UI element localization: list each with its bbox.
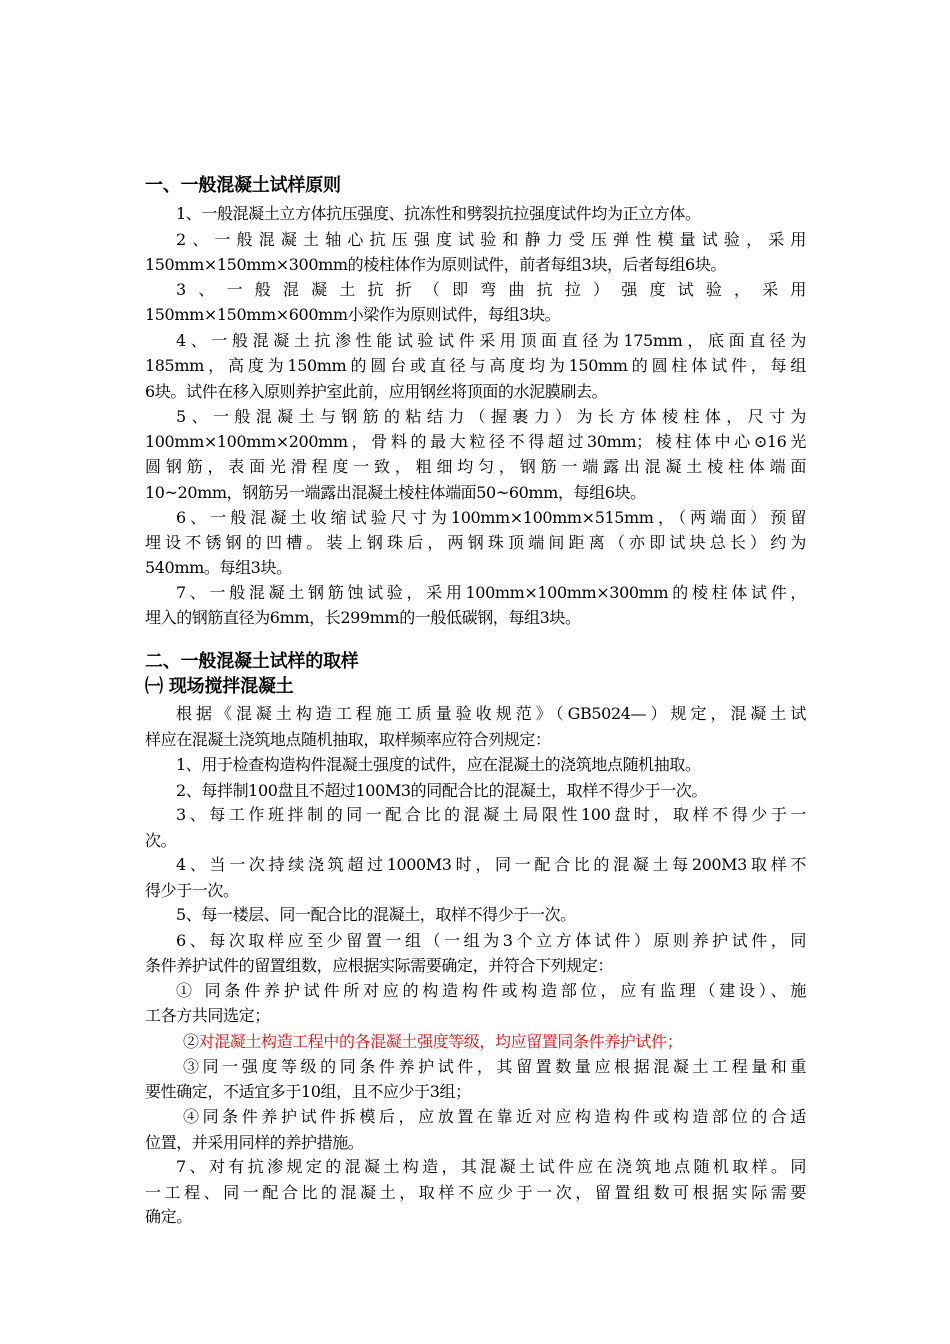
line-text: ㈠ 现场搅拌混凝土 (145, 676, 294, 697)
paragraph-line (183, 1105, 806, 1129)
paragraph-line (183, 1030, 806, 1054)
line-text: 150mm×150mm×600mm小梁作为原则试件，每组3块。 (145, 305, 561, 324)
line-text: 6、每次取样应至少留置一组（一组为3个立方体试件）原则养护试件，同 (176, 931, 806, 950)
line-text: ④同条件养护试件拆模后，应放置在靠近对应构造构件或构造部位的合适 (183, 1107, 806, 1126)
paragraph-line (145, 481, 806, 505)
line-text: 540mm。每组3块。 (145, 558, 292, 577)
line-text: 7、一般混凝土钢筋蚀试验，采用100mm×100mm×300mm的棱柱体试件， (176, 583, 806, 602)
section-heading (145, 675, 806, 699)
line-text: 100mm×100mm×200mm，骨料的最大粒径不得超过30mm；棱柱体中心⊙16光 (145, 432, 806, 451)
paragraph-line (176, 702, 806, 726)
line-text: 位置，并采用同样的养护措施。 (145, 1133, 364, 1152)
line-text: 根据《混凝土构造工程施工质量验收规范》（GB5024—）规定，混凝土试 (176, 704, 806, 723)
paragraph-line (145, 1131, 806, 1155)
line-text: 圆钢筋，表面光滑程度一致，粗细均匀，钢筋一端露出混凝土棱柱体端面 (145, 457, 806, 476)
line-text: ② (183, 1032, 199, 1051)
paragraph-line (145, 354, 806, 378)
line-text: 4、一般混凝土抗渗性能试验试件采用顶面直径为175mm，底面直径为 (176, 331, 806, 350)
line-text: ③同一强度等级的同条件养护试件，其留置数量应根据混凝土工程量和重 (183, 1057, 806, 1076)
paragraph-line (176, 581, 806, 605)
line-text: 185mm，高度为150mm的圆台或直径与高度均为150mm的圆柱体试件，每组 (145, 356, 806, 375)
paragraph-line (176, 803, 806, 827)
paragraph-line (145, 556, 806, 580)
line-text: 一工程、同一配合比的混凝土，取样不应少于一次，留置组数可根据实际需要 (145, 1183, 806, 1202)
line-text: 二、一般混凝土试样的取样 (145, 651, 359, 672)
line-text: 确定。 (145, 1207, 192, 1226)
line-text: 2、每拌制100盘且不超过100M3的同配合比的混凝土，取样不得少于一次。 (176, 781, 708, 800)
paragraph-line (176, 405, 806, 429)
paragraph-line (176, 329, 806, 353)
paragraph-line (145, 455, 806, 479)
line-text: 7、对有抗渗规定的混凝土构造，其混凝土试件应在浇筑地点随机取样。同 (176, 1157, 806, 1176)
section-heading (145, 650, 806, 674)
paragraph-line (145, 1004, 806, 1028)
line-text: 5、一般混凝土与钢筋的粘结力（握裹力）为长方体棱柱体，尺寸为 (176, 407, 806, 426)
paragraph-line (176, 903, 806, 927)
paragraph-line (176, 779, 806, 803)
paragraph-line (183, 1055, 806, 1079)
paragraph-line (176, 929, 806, 953)
paragraph-line (176, 278, 806, 302)
line-text: 6块。试件在移入原则养护室此前，应用钢丝将顶面的水泥膜刷去。 (145, 382, 608, 401)
line-text: 3、一般混凝土抗折（即弯曲抗拉）强度试验，采用 (176, 280, 806, 299)
paragraph-line (145, 531, 806, 555)
line-text: 要性确定，不适宜多于10组，且不应少于3组； (145, 1082, 471, 1101)
line-text: 得少于一次。 (145, 881, 239, 900)
paragraph-line (176, 202, 806, 226)
line-text: 次。 (145, 831, 177, 850)
line-text: 2、一般混凝土轴心抗压强度试验和静力受压弹性模量试验，采用 (176, 230, 806, 249)
line-text: 5、每一楼层、同一配合比的混凝土，取样不得少于一次。 (176, 905, 576, 924)
paragraph-line (176, 853, 806, 877)
paragraph-line (145, 879, 806, 903)
paragraph-line (176, 753, 806, 777)
paragraph-line (145, 829, 806, 853)
paragraph-line (145, 430, 806, 454)
paragraph-line (145, 728, 806, 752)
paragraph-line (145, 1181, 806, 1205)
paragraph-line (145, 380, 806, 404)
paragraph-line (176, 228, 806, 252)
line-text: 1、用于检查构造构件混凝土强度的试件，应在混凝土的浇筑地点随机抽取。 (176, 755, 701, 774)
line-text: 工各方共同选定； (145, 1006, 270, 1025)
paragraph-line (145, 303, 806, 327)
line-text: 4、当一次持续浇筑超过1000M3时，同一配合比的混凝土每200M3取样不 (176, 855, 806, 874)
paragraph-line (176, 506, 806, 530)
highlighted-text: 对混凝土构造工程中的各混凝土强度等级，均应留置同条件养护试件； (198, 1032, 683, 1051)
paragraph-line (145, 954, 806, 978)
line-text: 6、一般混凝土收缩试验尺寸为100mm×100mm×515mm，（两端面）预留 (176, 508, 806, 527)
line-text: ① 同条件养护试件所对应的构造构件或构造部位，应有监理（建设）、施 (176, 981, 806, 1000)
paragraph-line (145, 1080, 806, 1104)
paragraph-line (176, 979, 806, 1003)
line-text: 埋设不锈钢的凹槽。装上钢珠后，两钢珠顶端间距离（亦即试块总长）约为 (145, 533, 806, 552)
line-text: 10~20mm，钢筋另一端露出混凝土棱柱体端面50~60mm，每组6块。 (145, 483, 646, 502)
section-heading (145, 174, 806, 198)
line-text: 150mm×150mm×300mm的棱柱体作为原则试件，前者每组3块，后者每组6块。 (145, 255, 727, 274)
line-text: 样应在混凝土浇筑地点随机抽取，取样频率应符合列规定： (145, 730, 551, 749)
line-text: 条件养护试件的留置组数，应根据实际需要确定，并符合下列规定： (145, 956, 614, 975)
line-text: 1、一般混凝土立方体抗压强度、抗冻性和劈裂抗拉强度试件均为正立方体。 (176, 204, 701, 223)
paragraph-line (145, 253, 806, 277)
line-text: 一、一般混凝土试样原则 (145, 175, 341, 196)
line-text: 埋入的钢筋直径为6mm，长299mm的一般低碳钢，每组3块。 (145, 608, 581, 627)
line-text: 3、每工作班拌制的同一配合比的混凝土局限性100盘时，取样不得少于一 (176, 805, 806, 824)
paragraph-line (176, 1155, 806, 1179)
paragraph-line (145, 606, 806, 630)
paragraph-line (145, 1205, 806, 1229)
